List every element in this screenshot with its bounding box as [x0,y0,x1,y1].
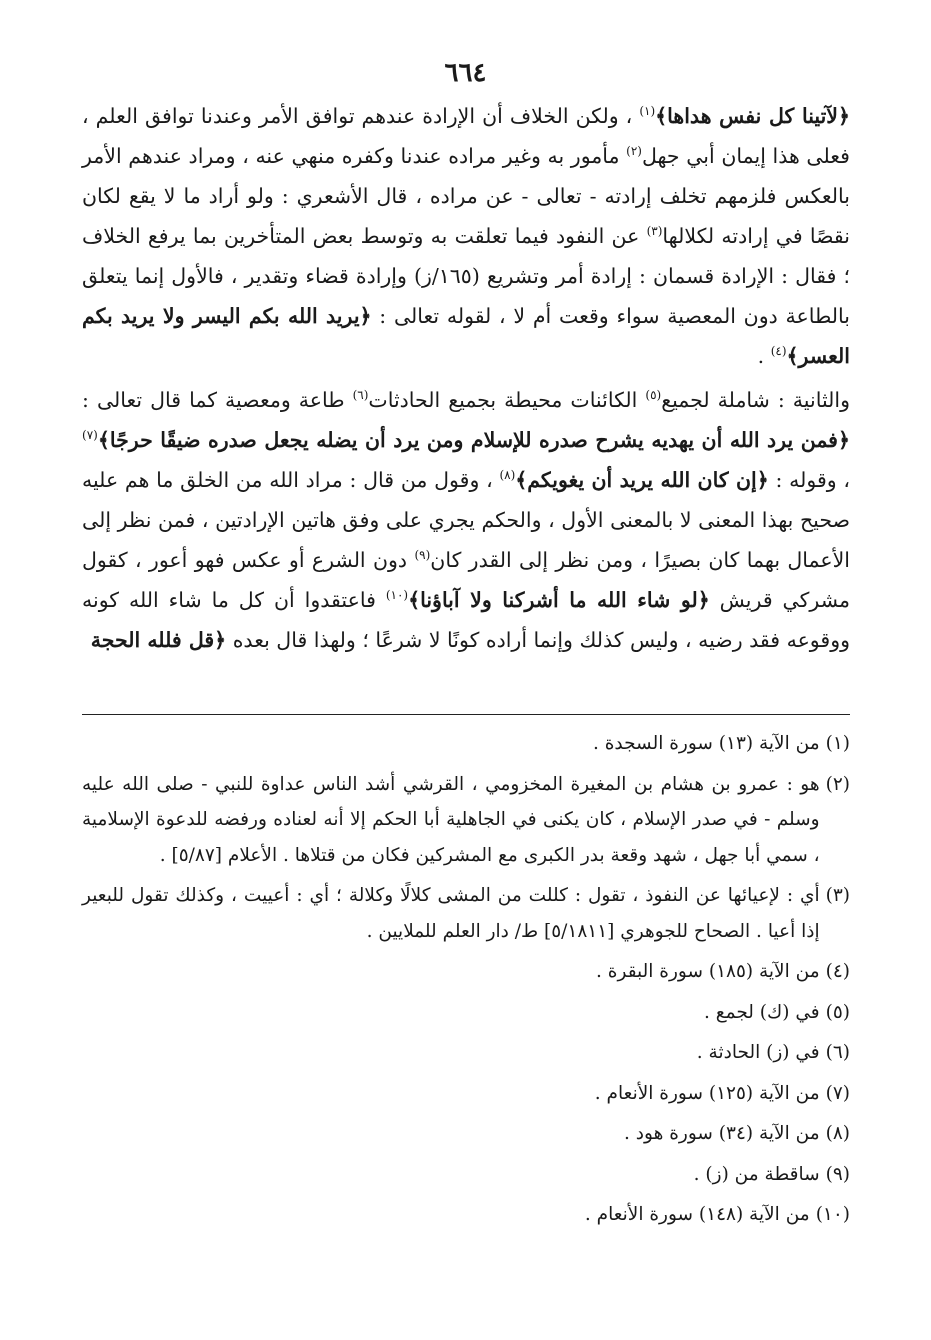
footnote [82,726,850,762]
footnote-text: أي : لإعيائها عن النفوذ ، تقول : كللت من المشى كلالًا وكلالة ؛ أي : أعييت ، وكذلك تقول للبعير إذا أعيا . الصحاح للجوهري [٥/١٨١١] ط/ دار العلم للملايين . [82,885,820,942]
quran-verse: ﴿يريد الله بكم اليسر ولا يريد بكم العسر﴾ [82,304,850,368]
footnote-ref: (٦) [352,388,369,403]
footnote-ref: (٧) [82,428,98,443]
footnote-text: هو : عمرو بن هشام بن المغيرة المخزومي ، القرشي أشد الناس عداوة للنبي - صلى الله عليه وسلم - في صدر الإسلام ، كان يكنى في الجاهلية أبا الحكم إلا أنه لعناده ورفضه للدعوة الإسلامية ، سمي أبا جهل ، شهد وقعة بدر الكبرى مع المشركين فكان من قتلاها . الأعلام [٥/٨٧] . [82,773,820,866]
paragraph-text: الكائنات محيطة بجميع الحادثات [368,388,638,412]
footnote-ref: (٥) [645,388,662,403]
quran-verse: ﴿لآتينا كل نفس هداها﴾ [655,104,850,128]
footnote-ref: (٨) [499,468,516,483]
footnote [82,767,850,874]
footnote-ref: (٢) [626,144,642,159]
footnote-ref: (٤) [770,344,787,359]
footnote-number: (٤) [825,961,850,982]
paragraph-text: فاعتقدوا أن كل ما شاء الله كونه ووقوعه فقد رضيه ، وليس كذلك وإنما أراده كونًا لا شرعًا ؛ ولهذا قال بعده [82,588,850,652]
paragraph-text: ، وقوله : [775,468,850,492]
quran-verse: ﴿إن كان الله يريد أن يغويكم﴾ [515,468,769,492]
footnote-number: (٦) [825,1042,850,1063]
footnote-text: في (ز) الحادثة . [696,1042,820,1063]
footnote [82,1157,850,1193]
paragraph-text: . [757,344,765,368]
paragraph-1 [82,96,850,376]
footnote-ref: (٣) [646,224,663,239]
paragraph-text: والثانية : شاملة لجميع [661,388,850,412]
footnote-ref: (١٠) [385,588,409,603]
footnote-number: (٥) [825,1001,850,1023]
quran-verse: ﴿قل فلله الحجة [90,628,227,652]
footnote-number: (٢) [825,773,850,795]
footnote-number: (١) [825,733,850,754]
quran-verse: ﴿فمن يرد الله أن يهديه يشرح صدره للإسلام ومن يرد أن يضله يجعل صدره ضيقًا حرجًا﴾ [97,428,850,452]
footnote [82,1197,850,1233]
paragraph-text: ، ولكن الخلاف أن الإرادة عندهم توافق الأمر وعندنا توافق العلم ، فعلى هذا إيمان أبي جهل [82,104,850,168]
footnote [82,1035,850,1071]
footnote [82,954,850,990]
main-text [82,96,850,660]
footnote-text: ساقطة من (ز) . [693,1163,820,1185]
quran-verse: ﴿لو شاء الله ما أشركنا ولا آباؤنا﴾ [408,588,710,612]
footnote-text: من الآية (١٨٥) سورة البقرة . [596,961,820,982]
footnote-number: (٩) [825,1163,850,1185]
footnote [82,995,850,1031]
paragraph-text: عن النفود فيما تعلقت به وتوسط بعض المتأخرين بما يرفع الخلاف ؛ فقال : الإرادة قسمان : إرادة أمر وتشريع (١٦٥/ز) وإرادة قضاء وتقدير ، فالأول إنما يتعلق بالطاعة دون المعصية سواء وقعت أم لا ، لقوله تعالى : [82,224,850,328]
footnote [82,878,850,949]
footnote-number: (٣) [825,885,850,906]
footnote-text: من الآية (٣٤) سورة هود . [624,1123,820,1144]
footnote-text: من الآية (١٤٨) سورة الأنعام . [584,1204,810,1225]
footnote-number: (٧) [825,1082,850,1104]
footnote-text: من الآية (١٣) سورة السجدة . [592,733,820,754]
footnote-number: (١٠) [815,1204,850,1225]
paragraph-text: ، وقول من قال : مراد الله من الخلق ما هم عليه صحيح بهذا المعنى لا بالمعنى الأول ، والحكم يجري على وفق هاتين الإرادتين ، فمن نظر إلى الأعمال بهما كان بصيرًا ، ومن نظر إلى القدر كان [82,468,850,572]
footnotes [82,726,850,1233]
paragraph-text: طاعة ومعصية كما قال تعالى : [82,388,345,412]
footnote-ref: (٩) [414,548,431,563]
footnote [82,1076,850,1112]
footnote [82,1116,850,1152]
footnote-text: من الآية (١٢٥) سورة الأنعام . [594,1082,820,1104]
paragraph-2 [82,380,850,660]
footnote-text: في (ك) لجمع . [704,1001,820,1023]
footnote-number: (٨) [825,1123,850,1144]
footnote-divider [82,714,850,715]
paragraph-text: مأمور به وغير مراده عندنا وكفره منهي عنه ، ومراد عندهم الأمر بالعكس فلزمهم تخلف إرادته - تعالى - عن مراده ، قال الأشعري : ولو أراد ما لا يقع لكان نقصًا في إرادته لكلالها [82,144,850,248]
footnote-ref: (١) [639,104,656,119]
page-number: ٦٦٤ [444,58,487,88]
paragraph-text: دون الشرع أو عكس فهو أعور ، كقول مشركي قريش [82,548,850,612]
